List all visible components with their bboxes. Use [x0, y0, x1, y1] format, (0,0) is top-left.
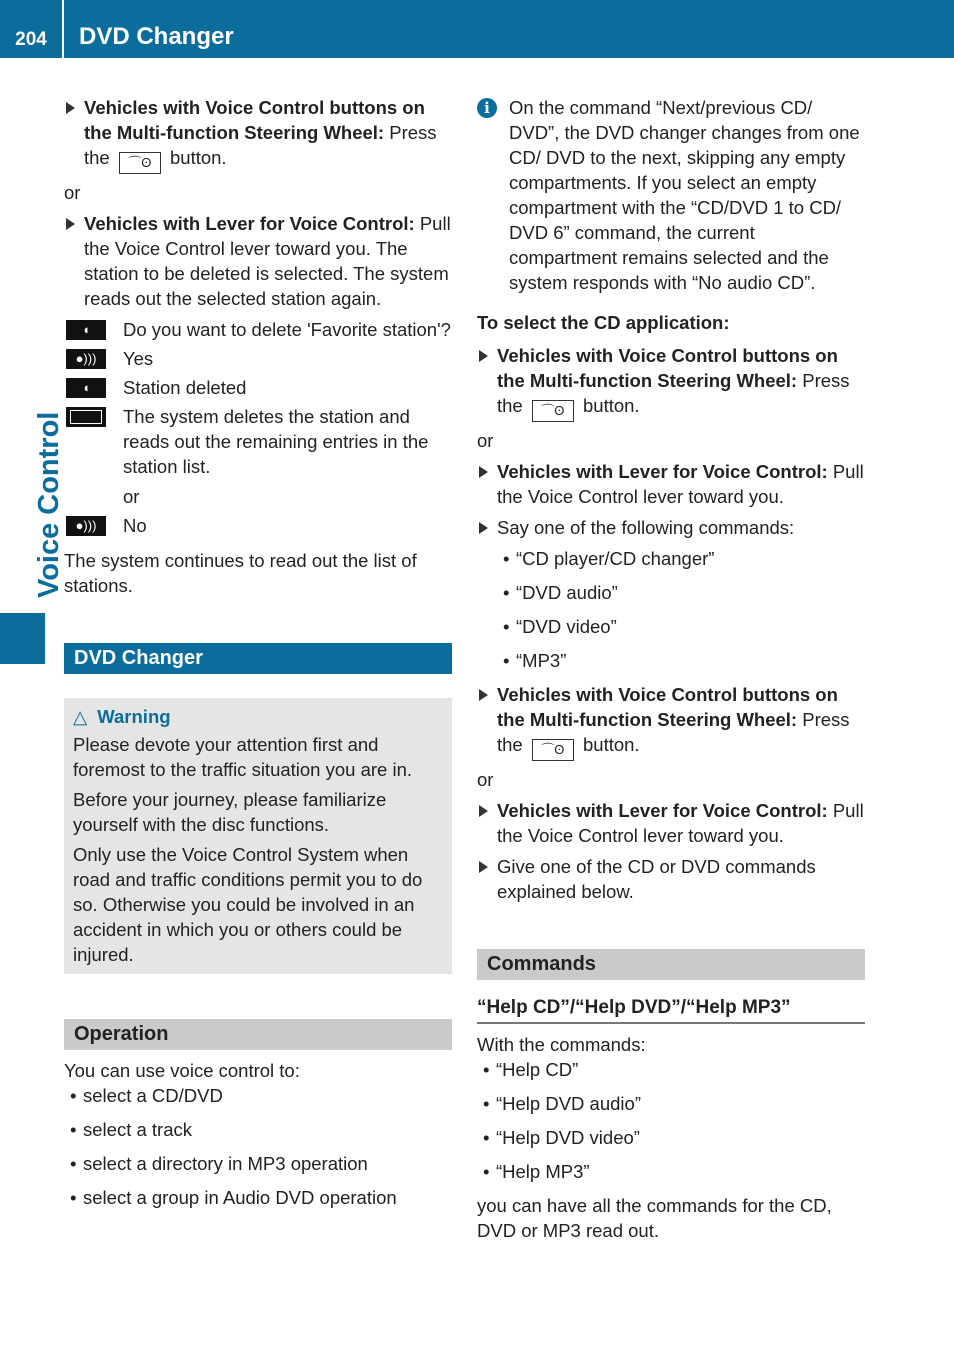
list-item: • “Help DVD video” [477, 1125, 865, 1150]
step-say-command [477, 515, 865, 540]
page-number: 204 [15, 29, 47, 50]
chapter-title: DVD Changer [79, 23, 234, 50]
voice-control-button-icon: ⌒ʘ [119, 152, 161, 174]
list-item: • “MP3” [497, 648, 865, 673]
step-text: Press the [497, 709, 850, 755]
operation-intro: You can use voice control to: [64, 1060, 300, 1081]
step-voice-lever [64, 211, 452, 311]
system-speaks-icon: ◖ [66, 320, 106, 340]
list-item: • “DVD video” [497, 614, 865, 639]
info-note [477, 95, 865, 295]
screen-icon [66, 407, 106, 427]
step-tail: button. [583, 734, 640, 755]
step-tail: button. [170, 147, 227, 168]
user-speaks-icon: ●))) [66, 516, 106, 536]
list-item: • “DVD audio” [497, 580, 865, 605]
or-text: or [64, 182, 81, 203]
list-item: • select a CD/DVD [64, 1083, 452, 1108]
continues-text: The system continues to read out the list of stations. [64, 550, 417, 596]
dialog-text: Do you want to delete 'Favorite station'? [123, 319, 451, 340]
step-text: Say one of the following commands: [497, 517, 795, 538]
with-commands-text: With the commands: [477, 1034, 646, 1055]
list-item: • select a directory in MP3 operation [64, 1151, 452, 1176]
dialog-system-question [64, 317, 452, 342]
step-voice-buttons [64, 95, 452, 174]
step-voice-buttons [477, 682, 865, 761]
step-text: Pull the Voice Control lever toward you. [497, 461, 864, 507]
dialog-user-no [64, 513, 452, 538]
section-commands: Commands [477, 949, 865, 980]
list-item: • select a group in Audio DVD operation [64, 1185, 452, 1210]
voice-control-button-icon: ⌒ʘ [532, 400, 574, 422]
info-text: On the command “Next/previous CD/ DVD”, the DVD changer changes from one CD/ DVD to the next, skipping any empty compartments. If you select an empty compartment with the “CD/DVD 1 to CD/ DVD 6” command, the current compartment remains selected and the system responds with “No audio CD”. [509, 97, 860, 293]
list-item: • “Help CD” [477, 1057, 865, 1082]
readout-text: you can have all the commands for the CD, DVD or MP3 read out. [477, 1195, 832, 1241]
step-voice-lever [477, 459, 865, 509]
dialog-user-yes [64, 346, 452, 371]
step-text: Press the [84, 122, 437, 168]
or-text: or [477, 430, 494, 451]
step-bold-label: Vehicles with Lever for Voice Control: [497, 461, 828, 482]
step-text: Pull the Voice Control lever toward you. The station to be deleted is selected. The system reads out the selected station again. [84, 213, 451, 309]
list-item: • “Help DVD audio” [477, 1091, 865, 1116]
dialog-text: Station deleted [123, 377, 247, 398]
step-bold-label: Vehicles with Lever for Voice Control: [497, 800, 828, 821]
step-bold-label: Vehicles with Voice Control buttons on the Multi-function Steering Wheel: [497, 684, 838, 730]
warning-triangle-icon: △ [73, 706, 88, 727]
help-commands-title: “Help CD”/“Help DVD”/“Help MP3” [477, 995, 865, 1024]
warning-paragraph: Before your journey, please familiarize yourself with the disc functions. [73, 789, 387, 835]
step-text: Give one of the CD or DVD commands explained below. [497, 856, 816, 902]
dialog-screen-action [64, 404, 452, 509]
section-operation: Operation [64, 1019, 452, 1050]
or-text: or [123, 486, 140, 507]
warning-paragraph: Please devote your attention first and foremost to the traffic situation you are in. [73, 734, 412, 780]
list-item: • select a track [64, 1117, 452, 1142]
list-item: • “CD player/CD changer” [497, 546, 865, 571]
or-text: or [477, 769, 494, 790]
header-divider [62, 0, 64, 58]
info-icon: i [477, 98, 497, 118]
dialog-text: No [123, 515, 147, 536]
page-header [0, 0, 954, 58]
select-cd-heading: To select the CD application: [477, 312, 730, 333]
step-text: Pull the Voice Control lever toward you. [497, 800, 864, 846]
step-tail: button. [583, 395, 640, 416]
warning-title [73, 704, 443, 729]
step-bold-label: Vehicles with Voice Control buttons on the Multi-function Steering Wheel: [84, 97, 425, 143]
user-speaks-icon: ●))) [66, 349, 106, 369]
right-column [477, 95, 865, 1243]
dialog-system-deleted [64, 375, 452, 400]
commands-list [477, 546, 865, 673]
step-bold-label: Vehicles with Voice Control buttons on the Multi-function Steering Wheel: [497, 345, 838, 391]
side-tab-label: Voice Control [33, 411, 65, 598]
step-text: Press the [497, 370, 850, 416]
section-dvd-changer: DVD Changer [64, 643, 452, 674]
warning-box [64, 698, 452, 974]
step-bold-label: Vehicles with Lever for Voice Control: [84, 213, 415, 234]
step-voice-buttons [477, 343, 865, 422]
voice-control-button-icon: ⌒ʘ [532, 739, 574, 761]
dialog-text: The system deletes the station and reads out the remaining entries in the station list. [123, 406, 429, 477]
warning-title-text: Warning [97, 706, 171, 727]
left-column [64, 95, 452, 1219]
dialog-text: Yes [123, 348, 154, 369]
step-give-command [477, 854, 865, 904]
list-item: • “Help MP3” [477, 1159, 865, 1184]
warning-paragraph: Only use the Voice Control System when road and traffic conditions permit you to do so. Otherwise you could be involved in an accident in which you or others could be injured. [73, 844, 423, 965]
system-speaks-icon: ◖ [66, 378, 106, 398]
step-voice-lever [477, 798, 865, 848]
